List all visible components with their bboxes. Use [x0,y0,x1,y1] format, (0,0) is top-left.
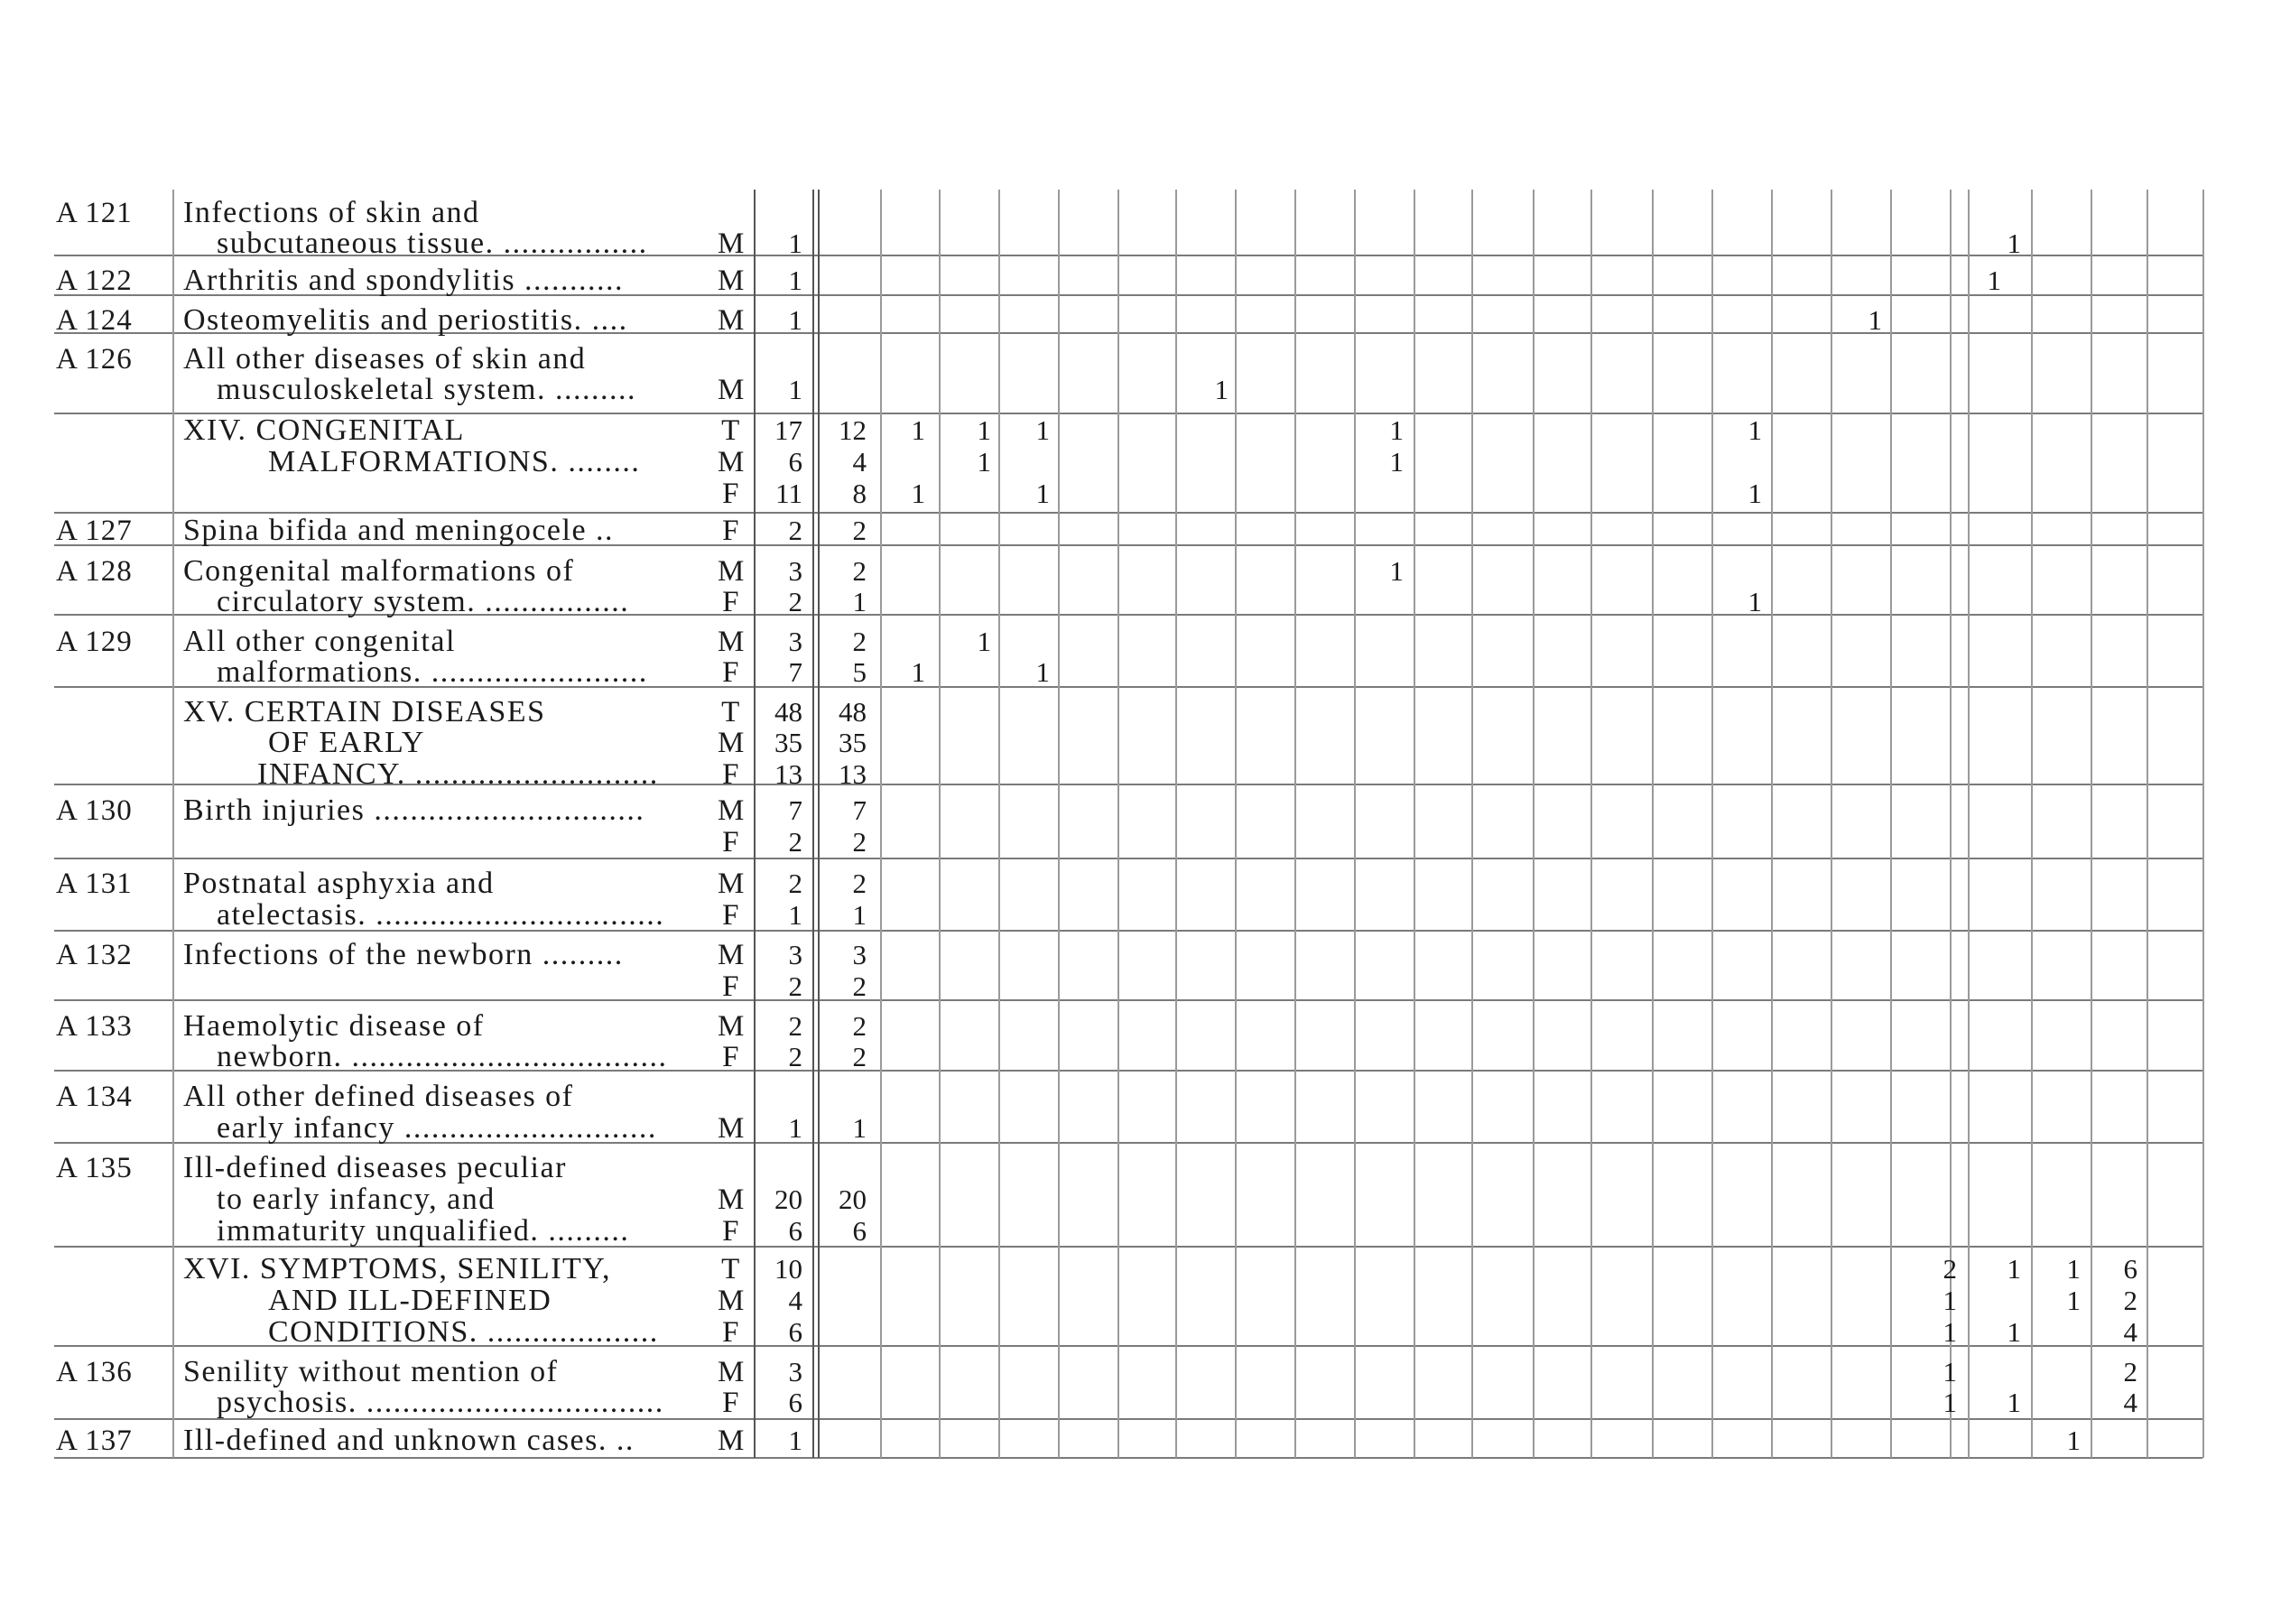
row-separator [54,1457,2202,1459]
sex-marker: M [718,555,746,588]
row-label: psychosis. ................................. [217,1386,664,1419]
cell-value: 2 [788,1041,802,1072]
cell-value: 6 [788,1215,802,1247]
cell-value: 7 [788,794,802,826]
cell-value: 2 [788,970,802,1002]
cell-value: 1 [852,1112,867,1144]
row-label: Birth injuries .............................. [183,793,645,827]
row-label: immaturity unqualified. ......... [217,1214,630,1248]
cell-value: 1 [1987,264,2001,296]
cell-value: 6 [788,446,802,478]
row-label: atelectasis. ................................ [217,898,665,932]
cell-value: 13 [839,758,867,790]
sex-marker: F [722,515,740,547]
cell-value: 13 [774,758,802,790]
row-code: A 133 [56,1010,133,1043]
sex-marker: F [722,1387,740,1419]
cell-value: 2 [2123,1356,2137,1387]
sex-marker: M [718,304,746,337]
column-rule [1652,190,1654,1458]
row-label: INFANCY. ........................... [257,757,659,791]
column-rule [998,190,1000,1458]
column-rule [1711,190,1713,1458]
cell-value: 1 [788,374,802,405]
row-label: Congenital malformations of [183,554,575,588]
cell-value: 1 [788,304,802,336]
sex-marker: M [718,264,746,297]
cell-value: 1 [1748,586,1762,617]
row-code: A 121 [56,197,133,229]
cell-value: 1 [1389,446,1404,478]
row-label: musculoskeletal system. ......... [217,373,637,406]
cell-value: 1 [2007,227,2021,259]
cell-value: 2 [788,1010,802,1042]
cell-value: 7 [788,656,802,688]
cell-value: 2 [852,626,867,657]
cell-value: 20 [774,1183,802,1215]
row-label: OF EARLY [268,726,425,759]
sex-marker: M [718,227,746,260]
sex-marker: M [718,374,746,406]
sex-marker: F [722,1215,740,1248]
cell-value: 1 [1943,1356,1957,1387]
row-label: AND ILL-DEFINED [268,1284,552,1317]
cell-value: 6 [788,1387,802,1418]
row-label: Haemolytic disease of [183,1009,485,1043]
row-label: circulatory system. ................ [217,585,630,618]
cell-value: 1 [911,478,925,509]
cell-value: 1 [2066,1285,2081,1316]
cell-value: 1 [1943,1387,1957,1418]
column-rule [812,190,814,1458]
cell-value: 1 [788,227,802,259]
sex-marker: T [721,696,741,728]
column-rule [1890,190,1892,1458]
row-separator [54,858,2202,859]
sex-marker: M [718,446,746,478]
row-code: A 136 [56,1356,133,1388]
row-code: A 128 [56,555,133,588]
cell-value: 1 [788,899,802,931]
column-rule [2147,190,2148,1458]
cell-value: 2 [852,1041,867,1072]
row-label: Osteomyelitis and periostitis. .... [183,303,628,337]
row-label: malformations. ........................ [217,655,648,689]
cell-value: 4 [788,1285,802,1316]
row-code: A 129 [56,626,133,658]
sex-marker: T [721,1253,741,1285]
cell-value: 7 [852,794,867,826]
cell-value: 48 [774,696,802,728]
cell-value: 3 [788,939,802,970]
cell-value: 1 [852,899,867,931]
cell-value: 3 [852,939,867,970]
sex-marker: M [718,1183,746,1216]
column-rule [1117,190,1119,1458]
sex-marker: F [722,586,740,618]
row-label: XV. CERTAIN DISEASES [183,695,546,728]
row-label: All other diseases of skin and [183,342,587,376]
cell-value: 1 [977,446,991,478]
sex-marker: M [718,1424,746,1457]
cell-value: 2 [788,868,802,899]
row-label: subcutaneous tissue. ................ [217,227,648,260]
sex-marker: F [722,478,740,510]
column-rule [1235,190,1237,1458]
row-label: CONDITIONS. ................... [268,1315,659,1349]
cell-value: 1 [788,1424,802,1456]
cell-value: 1 [2066,1253,2081,1285]
cell-value: 17 [774,414,802,446]
row-label: All other congenital [183,625,456,658]
row-label: Postnatal asphyxia and [183,867,495,900]
row-code: A 135 [56,1152,133,1184]
cell-value: 4 [2123,1316,2137,1348]
cell-value: 1 [788,1112,802,1144]
sex-marker: F [722,970,740,1003]
cell-value: 2 [1943,1253,1957,1285]
row-label: All other defined diseases of [183,1080,574,1113]
sex-marker: M [718,868,746,900]
cell-value: 3 [788,1356,802,1387]
cell-value: 12 [839,414,867,446]
row-code: A 127 [56,515,133,547]
cell-value: 2 [852,515,867,546]
cell-value: 8 [852,478,867,509]
row-code: A 132 [56,939,133,971]
cell-value: 1 [1035,414,1050,446]
row-code: A 131 [56,868,133,900]
sex-marker: M [718,727,746,759]
row-label: early infancy ............................ [217,1111,657,1145]
row-label: Arthritis and spondylitis ........... [183,264,625,297]
sex-marker: M [718,1010,746,1043]
row-label: MALFORMATIONS. ........ [268,445,641,478]
row-code: A 124 [56,304,133,337]
row-label: XIV. CONGENITAL [183,413,465,447]
cell-value: 2 [852,970,867,1002]
cell-value: 1 [1748,478,1762,509]
sex-marker: M [718,1356,746,1388]
sex-marker: M [718,939,746,971]
row-label: to early infancy, and [217,1183,496,1216]
cell-value: 1 [1389,414,1404,446]
row-code: A 137 [56,1424,133,1457]
column-rule [1471,190,1473,1458]
cell-value: 10 [774,1253,802,1285]
column-rule [1175,190,1177,1458]
cell-value: 1 [2007,1316,2021,1348]
row-label: Ill-defined and unknown cases. .. [183,1424,635,1457]
cell-value: 3 [788,555,802,587]
sex-marker: M [718,794,746,827]
sex-marker: M [718,1285,746,1317]
cell-value: 6 [788,1316,802,1348]
column-rule [1590,190,1592,1458]
row-code: A 126 [56,343,133,376]
cell-value: 11 [775,478,802,509]
sex-marker: F [722,826,740,858]
cell-value: 2 [788,515,802,546]
row-label: Infections of the newborn ......... [183,938,624,971]
sex-marker: F [722,656,740,689]
column-rule [1294,190,1296,1458]
cell-value: 2 [788,826,802,858]
column-rule [939,190,941,1458]
row-separator [54,999,2202,1001]
cell-value: 2 [852,555,867,587]
row-label: Spina bifida and meningocele .. [183,514,615,547]
cell-value: 1 [911,414,925,446]
cell-value: 1 [852,586,867,617]
row-label: Ill-defined diseases peculiar [183,1151,567,1184]
sex-marker: F [722,758,740,791]
sex-marker: M [718,1112,746,1145]
cell-value: 1 [1389,555,1404,587]
cell-value: 2 [788,586,802,617]
cell-value: 1 [788,264,802,296]
sex-marker: F [722,1041,740,1073]
row-code: A 130 [56,794,133,827]
cell-value: 2 [2123,1285,2137,1316]
row-label: Infections of skin and [183,196,480,229]
sex-marker: T [721,414,741,447]
cell-value: 1 [1035,478,1050,509]
column-rule [1968,190,1970,1458]
column-rule [880,190,882,1458]
cell-value: 35 [839,727,867,758]
label-column-rule [172,190,174,1458]
cell-value: 1 [1748,414,1762,446]
sex-marker: F [722,1316,740,1349]
cell-value: 1 [1035,656,1050,688]
cell-value: 4 [2123,1387,2137,1418]
cell-value: 6 [2123,1253,2137,1285]
cell-value: 4 [852,446,867,478]
cell-value: 1 [977,414,991,446]
cell-value: 1 [1943,1285,1957,1316]
cell-value: 35 [774,727,802,758]
cell-value: 1 [2007,1387,2021,1418]
cell-value: 20 [839,1183,867,1215]
column-rule [1058,190,1060,1458]
cell-value: 5 [852,656,867,688]
cell-value: 48 [839,696,867,728]
column-rule [1771,190,1773,1458]
column-rule [1831,190,1832,1458]
cell-value: 3 [788,626,802,657]
row-code: A 122 [56,264,133,297]
cell-value: 6 [852,1215,867,1247]
cell-value: 2 [852,868,867,899]
cell-value: 2 [852,826,867,858]
row-label: XVI. SYMPTOMS, SENILITY, [183,1252,611,1285]
cell-value: 2 [852,1010,867,1042]
cell-value: 1 [2007,1253,2021,1285]
column-rule [1533,190,1535,1458]
column-rule [1414,190,1415,1458]
row-code: A 134 [56,1081,133,1113]
row-label: newborn. ................................... [217,1040,668,1073]
cell-value: 1 [911,656,925,688]
row-label: Senility without mention of [183,1355,559,1388]
sex-marker: M [718,626,746,658]
cell-value: 1 [1868,304,1882,336]
cell-value: 1 [2066,1424,2081,1456]
column-rule [1354,190,1356,1458]
sex-marker: F [722,899,740,932]
cell-value: 1 [1214,374,1229,405]
column-rule [2202,190,2204,1458]
cell-value: 1 [977,626,991,657]
cell-value: 1 [1943,1316,1957,1348]
